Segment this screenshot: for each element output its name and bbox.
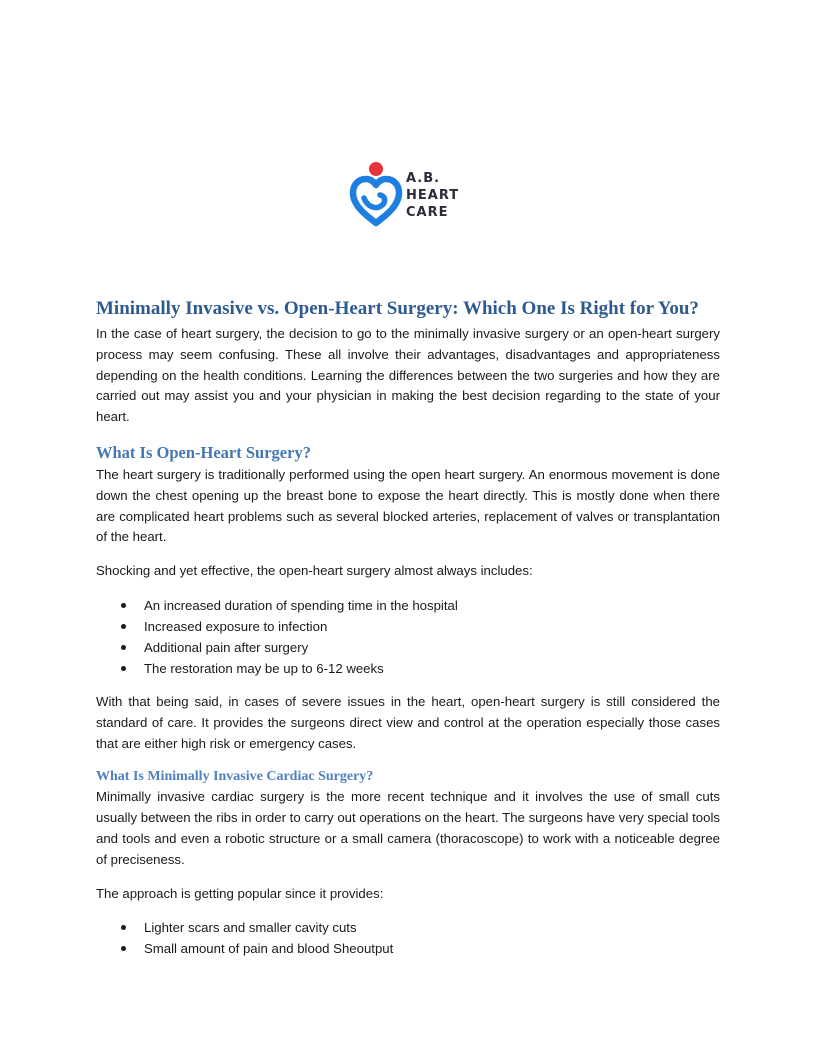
open-heart-paragraph-2: Shocking and yet effective, the open-heart surgery almost always includes: [96,563,533,579]
minimally-invasive-paragraph-1: Minimally invasive cardiac surgery is the more recent technique and it involves the use of small cuts usually between the ribs in order to carry out operations on the heart. The surgeons have very special tools and tools and even a robotic structure or a small camera (thoracoscope) to work with a noticeable degree of preciseness. [96,789,720,867]
minimally-invasive-paragraph-2: The approach is getting popular since it provides: [96,885,384,901]
article-body [96,296,720,972]
open-heart-paragraph-1: The heart surgery is traditionally performed using the open heart surgery. An enormous movement is done down the chest opening up the breast bone to expose the heart directly. This is mostly done when there are complicated heart problems such as several blocked arteries, replacement of valves or transplantation of the heart. [96,466,720,545]
logo-text [406,170,459,221]
list-item: The restoration may be up to 6-12 weeks [144,658,720,679]
open-heart-paragraph-3: With that being said, in cases of severe issues in the heart, open-heart surgery is still considered the standard of care. It provides the surgeons direct view and control at the operation especially those cases that are either high risk or emergency cases. [96,693,720,751]
open-heart-heading: What Is Open-Heart Surgery? [96,442,311,462]
logo-line-1: A.B. [406,171,441,186]
logo-line-2: HEART [406,188,460,203]
minimally-invasive-bullet-list [96,917,720,959]
minimally-invasive-heading: What Is Minimally Invasive Cardiac Surgery? [96,769,374,785]
logo-line-3: CARE [406,205,449,220]
intro-paragraph: In the case of heart surgery, the decision to go to the minimally invasive surgery or an open-heart surgery process may seem confusing. These all involve their advantages, disadvantages and appropriateness depending on the health conditions. Learning the differences between the two surgeries and how they are carried out may assist you and your physician in making the best decision regarding to the state of your heart. [96,326,720,425]
open-heart-bullet-list [96,595,720,679]
list-item: Increased exposure to infection [144,616,720,637]
article-title: Minimally Invasive vs. Open-Heart Surgery: Which One Is Right for You? [96,298,699,319]
ab-heart-care-logo [349,160,479,230]
list-item: An increased duration of spending time in the hospital [144,595,720,616]
list-item: Additional pain after surgery [144,637,720,658]
heart-logo-icon [349,160,405,230]
list-item: Lighter scars and smaller cavity cuts [144,917,720,938]
list-item: Small amount of pain and blood Sheoutput [144,938,720,959]
